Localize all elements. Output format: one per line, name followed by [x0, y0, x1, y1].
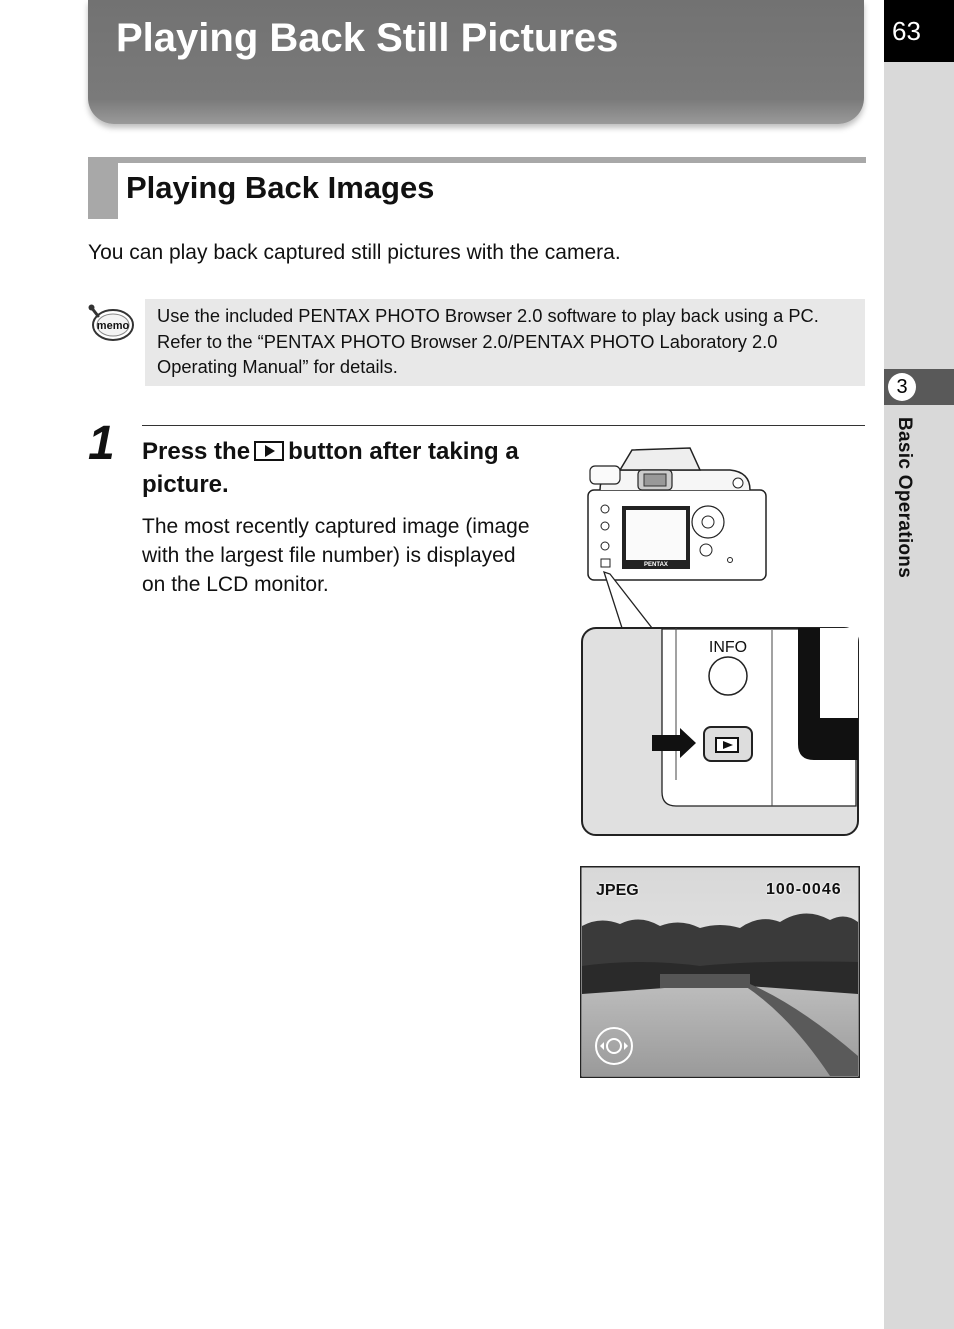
- step-title-before: Press the: [142, 438, 251, 465]
- lcd-format-label: JPEG: [596, 882, 639, 899]
- memo-icon: [88, 304, 134, 344]
- step-title: [142, 435, 542, 501]
- page-number: 63: [884, 0, 954, 62]
- step-rule: [142, 425, 865, 426]
- chapter-number: 3: [888, 373, 916, 401]
- brand-label: PENTAX: [644, 562, 668, 568]
- intro-text: You can play back captured still pictures with the camera.: [88, 241, 621, 264]
- step-body: The most recently captured image (image with the largest file number) is displayed on the LCD monitor.: [142, 515, 530, 596]
- step-title-after: button after taking a picture.: [142, 438, 519, 498]
- playback-icon: [254, 441, 284, 461]
- memo-note: Use the included PENTAX PHOTO Browser 2.0 software to play back using a PC. Refer to the “PENTAX PHOTO Browser 2.0/PENTAX PHOTO Laboratory 2.0 Operating Manual” for details.: [145, 299, 865, 386]
- section-heading: Playing Back Images: [126, 170, 435, 205]
- section-marker: [88, 157, 118, 219]
- info-label: INFO: [708, 639, 748, 656]
- lcd-file-number: 100-0046: [766, 881, 842, 898]
- camera-illustration: [580, 442, 862, 838]
- memo-label: memo: [96, 320, 130, 332]
- section-rule: [88, 157, 866, 163]
- chapter-label: Basic Operations: [894, 417, 915, 579]
- step-number: 1: [88, 417, 115, 470]
- right-side-strip: [884, 0, 954, 1329]
- page-title: Playing Back Still Pictures: [116, 16, 619, 60]
